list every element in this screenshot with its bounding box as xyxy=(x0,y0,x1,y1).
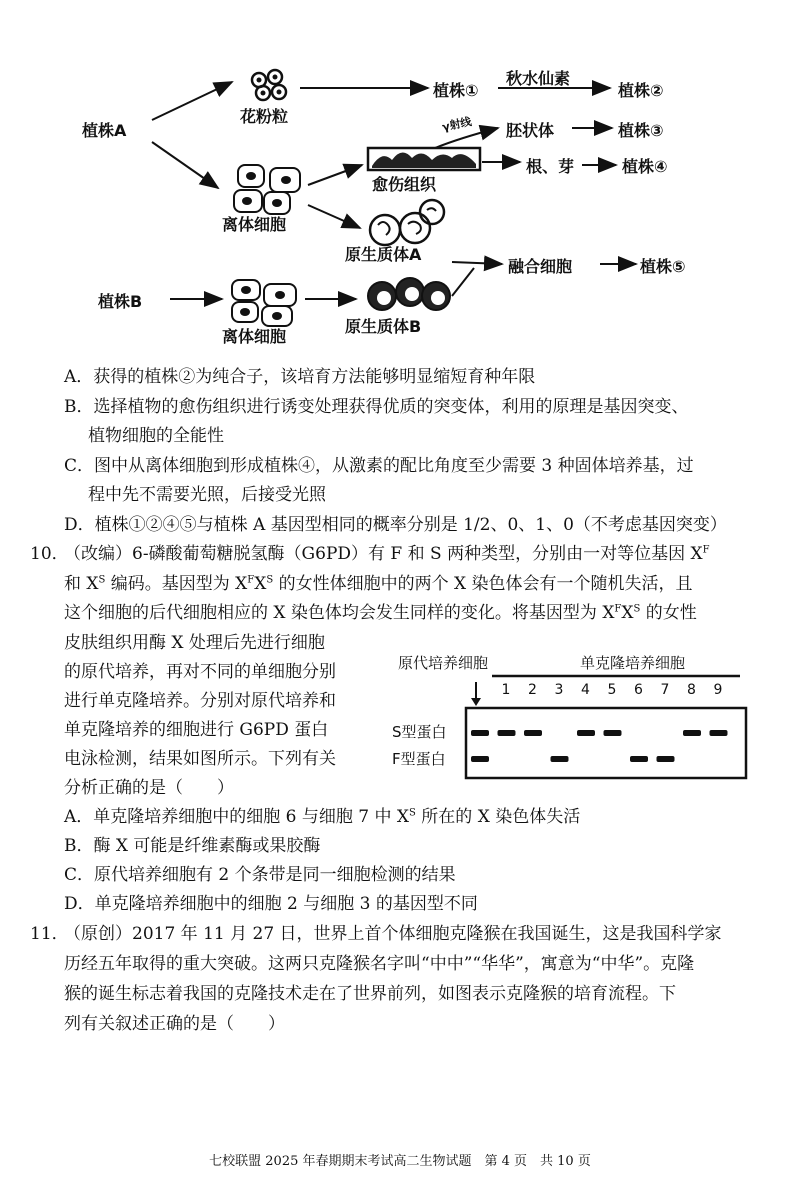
q11-line3: 猴的诞生标志着我国的克隆技术走在了世界前列，如图表示克隆猴的培育流程。下 xyxy=(64,984,676,1004)
isolated-cells-b-image xyxy=(232,280,296,326)
label-plant-a: 植株A xyxy=(82,121,127,140)
arrow-cell-to-protoplast-a xyxy=(308,205,360,228)
q10-option-d: D．单克隆培养细胞中的细胞 2 与细胞 3 的基因型不同 xyxy=(64,894,478,914)
label-plant4: 植株④ xyxy=(622,157,668,176)
q9-option-c-line2: 程中先不需要光照，后接受光照 xyxy=(88,485,326,505)
f-band-lane-3 xyxy=(551,756,569,762)
label-pollen: 花粉粒 xyxy=(240,107,289,126)
s-band-lane-5 xyxy=(604,730,622,736)
label-plant-b: 植株B xyxy=(98,292,143,311)
protoplast-a-image xyxy=(370,200,444,245)
label-protoplast-a: 原生质体A xyxy=(345,245,422,264)
gel-lane-number: 1 xyxy=(501,682,511,698)
s-band-lane-1 xyxy=(498,730,516,736)
label-plant5: 植株⑤ xyxy=(640,257,686,276)
arrow-protoplast-a-to-fused xyxy=(452,262,502,264)
arrow-a-to-cell xyxy=(152,142,218,188)
label-isolated-cell-a: 离体细胞 xyxy=(222,215,287,234)
gel-lane-number: 9 xyxy=(713,682,723,698)
arrow-cell-to-callus xyxy=(308,165,362,185)
label-plant2: 植株② xyxy=(618,81,664,100)
q9-option-a: A．获得的植株②为纯合子，该培育方法能够明显缩短育种年限 xyxy=(64,367,536,387)
label-isolated-cell-b: 离体细胞 xyxy=(222,327,287,346)
s-band-lane-0 xyxy=(471,730,489,736)
q10-narrow-line4: 单克隆培养的细胞进行 G6PD 蛋白 xyxy=(64,720,329,740)
q9-option-c-line1: C．图中从离体细胞到形成植株④，从激素的配比角度至少需要 3 种固体培养基，过 xyxy=(64,456,694,476)
q9-option-b-line2: 植物细胞的全能性 xyxy=(88,426,224,446)
s-band-lane-8 xyxy=(683,730,701,736)
q11-line1: （原创）2017 年 11 月 27 日，世界上首个体细胞克隆猴在我国诞生，这是我国科学家 xyxy=(64,924,722,944)
q10-option-c: C．原代培养细胞有 2 个条带是同一细胞检测的结果 xyxy=(64,865,456,885)
label-embryoid: 胚状体 xyxy=(506,121,555,140)
gel-lane-number: 5 xyxy=(607,682,617,698)
q10-narrow-line6: 分析正确的是（ ） xyxy=(64,778,234,798)
s-band-lane-9 xyxy=(710,730,728,736)
q10-option-a: A．单克隆培养细胞中的细胞 6 与细胞 7 中 $X^S$ 所在的 X 染色体失活 xyxy=(64,807,581,827)
f-band-lane-0 xyxy=(471,756,489,762)
f-band-lane-7 xyxy=(657,756,675,762)
q9-option-d: D．植株①②④⑤与植株 A 基因型相同的概率分别是 1/2、0、1、0（不考虑基因突变） xyxy=(64,515,727,535)
q10-narrow-line3: 进行单克隆培养。分别对原代培养和 xyxy=(64,691,336,711)
pollen-grains-image xyxy=(252,70,286,100)
q11-number: 11． xyxy=(30,924,69,944)
gel-graphics xyxy=(396,672,756,784)
s-band-lane-4 xyxy=(577,730,595,736)
label-colchicine: 秋水仙素 xyxy=(506,69,571,88)
q10-option-b: B．酶 X 可能是纤维素酶或果胶酶 xyxy=(64,836,321,856)
label-protoplast-b: 原生质体B xyxy=(345,317,422,336)
q10-narrow-line5: 电泳检测，结果如图所示。下列有关 xyxy=(64,749,336,769)
q10-narrow-line2: 的原代培养，再对不同的单细胞分别 xyxy=(64,662,336,682)
page-footer: 七校联盟 2025 年春期期末考试高二生物试题 第 4 页 共 10 页 xyxy=(209,1154,591,1169)
q11-line4: 列有关叙述正确的是（ ） xyxy=(64,1014,285,1034)
gel-s-label: S型蛋白 xyxy=(392,723,447,741)
q10-stem-line1: （改编）6-磷酸葡萄糖脱氢酶（G6PD）有 F 和 S 两种类型，分别由一对等位基因 $X^F$ xyxy=(64,544,710,564)
q10-number: 10． xyxy=(30,544,69,564)
gel-lane-number: 6 xyxy=(634,682,643,698)
q11-line2: 历经五年取得的重大突破。这两只克隆猴名字叫“中中”“华华”，寓意为“中华”。克隆 xyxy=(64,954,695,974)
label-plant3: 植株③ xyxy=(618,121,664,140)
gel-lane-number: 7 xyxy=(660,682,670,698)
arrow-protoplast-b-to-fused xyxy=(452,268,474,296)
gel-lane-number: 3 xyxy=(554,682,564,698)
gel-f-label: F型蛋白 xyxy=(392,750,446,768)
label-callus: 愈伤组织 xyxy=(372,175,437,194)
gel-primary-label: 原代培养细胞 xyxy=(398,654,489,672)
label-root-bud: 根、芽 xyxy=(526,157,575,176)
label-plant1: 植株① xyxy=(433,81,479,100)
q10-stem-line2: 和 $X^S$ 编码。基因型为 $X^FX^S$ 的女性体细胞中的两个 X 染色体会有一个随机失活，且 xyxy=(64,574,693,594)
gel-clone-label: 单克隆培养细胞 xyxy=(580,654,686,672)
q9-option-b-line1: B．选择植物的愈伤组织进行诱变处理获得优质的突变体，利用的原理是基因突变、 xyxy=(64,397,689,417)
isolated-cells-a-image xyxy=(234,165,300,214)
label-gamma-ray: γ射线 xyxy=(441,115,473,134)
protoplast-b-image xyxy=(368,278,450,310)
callus-image xyxy=(368,148,480,170)
q10-narrow-line1: 皮肤组织用酶 X 处理后先进行细胞 xyxy=(64,633,325,653)
gel-lane-number: 2 xyxy=(528,682,537,698)
q10-stem-line3: 这个细胞的后代细胞相应的 X 染色体均会发生同样的变化。将基因型为 $X^FX^S$ 的女性 xyxy=(64,603,697,623)
arrow-a-to-pollen xyxy=(152,82,232,120)
gel-lane-number: 8 xyxy=(687,682,696,698)
label-fused-cell: 融合细胞 xyxy=(508,257,573,276)
gel-lane-number: 4 xyxy=(581,682,590,698)
s-band-lane-2 xyxy=(524,730,542,736)
f-band-lane-6 xyxy=(630,756,648,762)
